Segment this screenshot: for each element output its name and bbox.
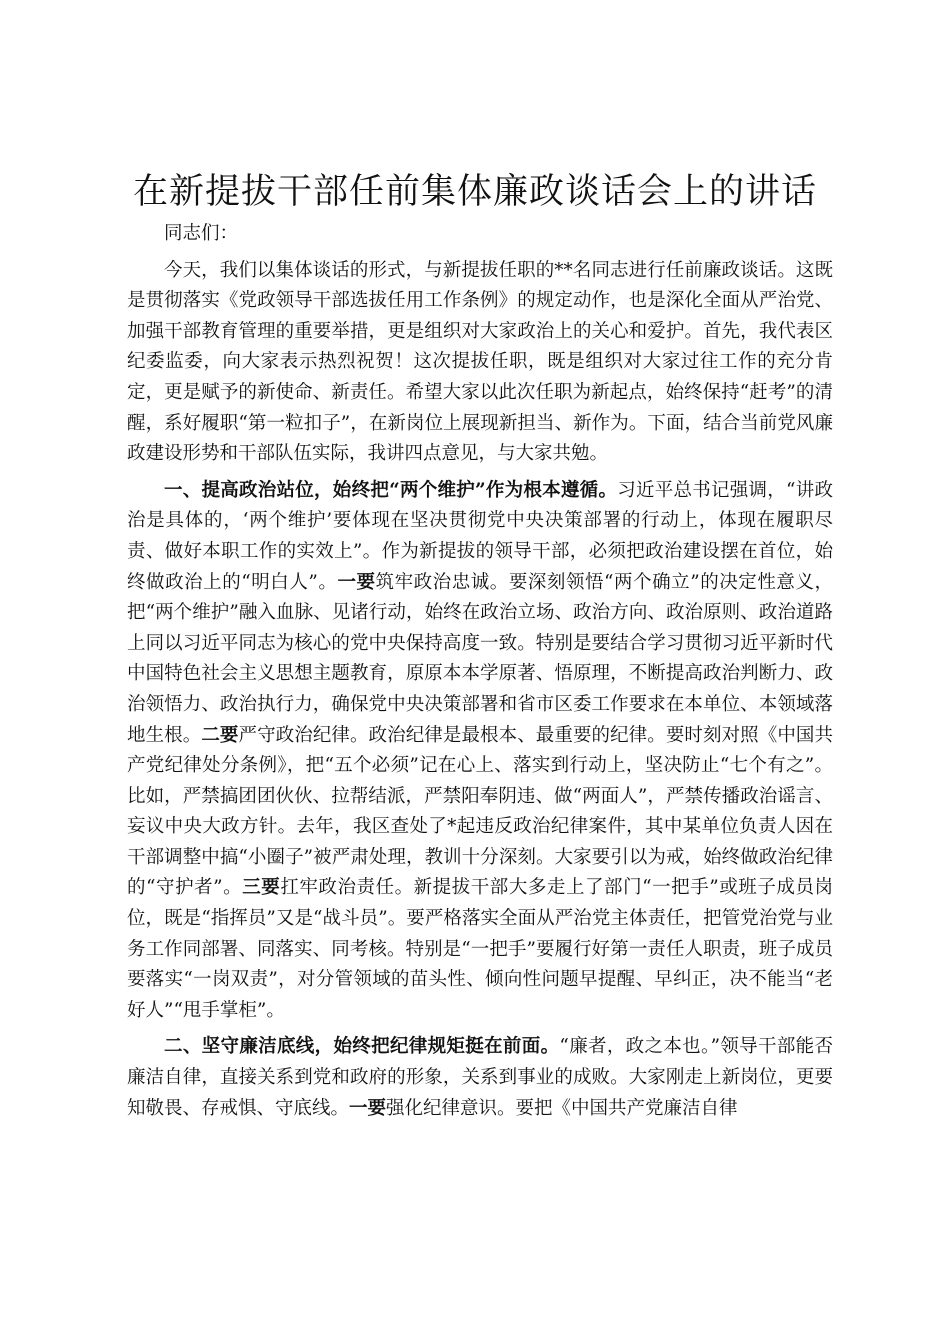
section-1-text-d: 扛牢政治责任。新提拔干部大多走上了部门“一把手”或班子成员岗位，既是“指挥员”又是“战斗员”。要严格落实全面从严治党主体责任，把管党治党与业务工作同部署、同落实、同考核。特别是“一把手”要履行好第一责任人职责，班子成员要落实“一岗双责”，对分管领域的苗头性、倾向性问题早提醒、早纠正，决不能当“老好人”“甩手掌柜”。 (127, 877, 833, 1021)
document-body (127, 219, 833, 1130)
section-2-text-a: “廉者，政之本也。”领导干部能否廉洁自律，直接关系到党和政府的形象，关系到事业的成败。大家刚走上新岗位，更要知敬畏、存戒惧、守底线。 (127, 1036, 833, 1119)
greeting: 同志们： (164, 223, 239, 244)
section-2-text-b: 强化纪律意识。要把《中国共产党廉洁自律 (386, 1097, 738, 1119)
section-1-text-b: 筑牢政治忠诚。要深刻领悟“两个确立”的决定性意义，把“两个维护”融入血脉、见诸行动，始终在政治立场、政治方向、政治原则、政治道路上同以习近平同志为核心的党中央保持高度一致。特别是要结合学习贯彻习近平新时代中国特色社会主义思想主题教育，原原本本学原著、悟原理，不断提高政治判断力、政治领悟力、政治执行力，确保党中央决策部署和省市区委工作要求在本单位、本领域落地生根。 (127, 571, 833, 746)
section-1-point-1-label: 一要 (337, 571, 376, 593)
intro-paragraph: 今天，我们以集体谈话的形式，与新提拔任职的**名同志进行任前廉政谈话。这既是贯彻落实《党政领导干部选拔任用工作条例》的规定动作，也是深化全面从严治党、加强干部教育管理的重要举措，更是组织对大家政治上的关心和爱护。首先，我代表区纪委监委，向大家表示热烈祝贺！这次提拔任职，既是组织对大家过往工作的充分肯定，更是赋予的新使命、新责任。希望大家以此次任职为新起点，始终保持“赶考”的清醒，系好履职“第一粒扣子”，在新岗位上展现新担当、新作为。下面，结合当前党风廉政建设形势和干部队伍实际，我讲四点意见，与大家共勉。 (127, 259, 833, 465)
section-1-point-3-label: 三要 (242, 877, 281, 899)
section-2-point-1-label: 一要 (349, 1097, 387, 1119)
section-2-paragraph (127, 1032, 833, 1124)
section-1-point-2-label: 二要 (201, 724, 239, 746)
section-1-paragraph (127, 476, 833, 1027)
document-title: 在新提拔干部任前集体廉政谈话会上的讲话 (132, 172, 817, 212)
section-1-text-a: 习近平总书记强调，“讲政治是具体的，‘两个维护’要体现在坚决贯彻党中央决策部署的行动上，体现在履职尽责、做好本职工作的实效上”。作为新提拔的领导干部，必须把政治建设摆在首位，始终做政治上的“明白人”。 (127, 479, 833, 593)
section-2-heading: 二、坚守廉洁底线，始终把纪律规矩挺在前面。 (164, 1036, 560, 1058)
section-1-heading: 一、提高政治站位，始终把“两个维护”作为根本遵循。 (164, 479, 618, 501)
section-1-text-c: 严守政治纪律。政治纪律是最根本、最重要的纪律。要时刻对照《中国共产党纪律处分条例》，把“五个必须”记在心上、落实到行动上，坚决防止“七个有之”。比如，严禁搞团团伙伙、拉帮结派，严禁阳奉阴违、做“两面人”，严禁传播政治谣言、妄议中央大政方针。去年，我区查处了*起违反政治纪律案件，其中某单位负责人因在干部调整中搞“小圈子”被严肃处理，教训十分深刻。大家要引以为戒，始终做政治纪律的“守护者”。 (127, 724, 833, 899)
